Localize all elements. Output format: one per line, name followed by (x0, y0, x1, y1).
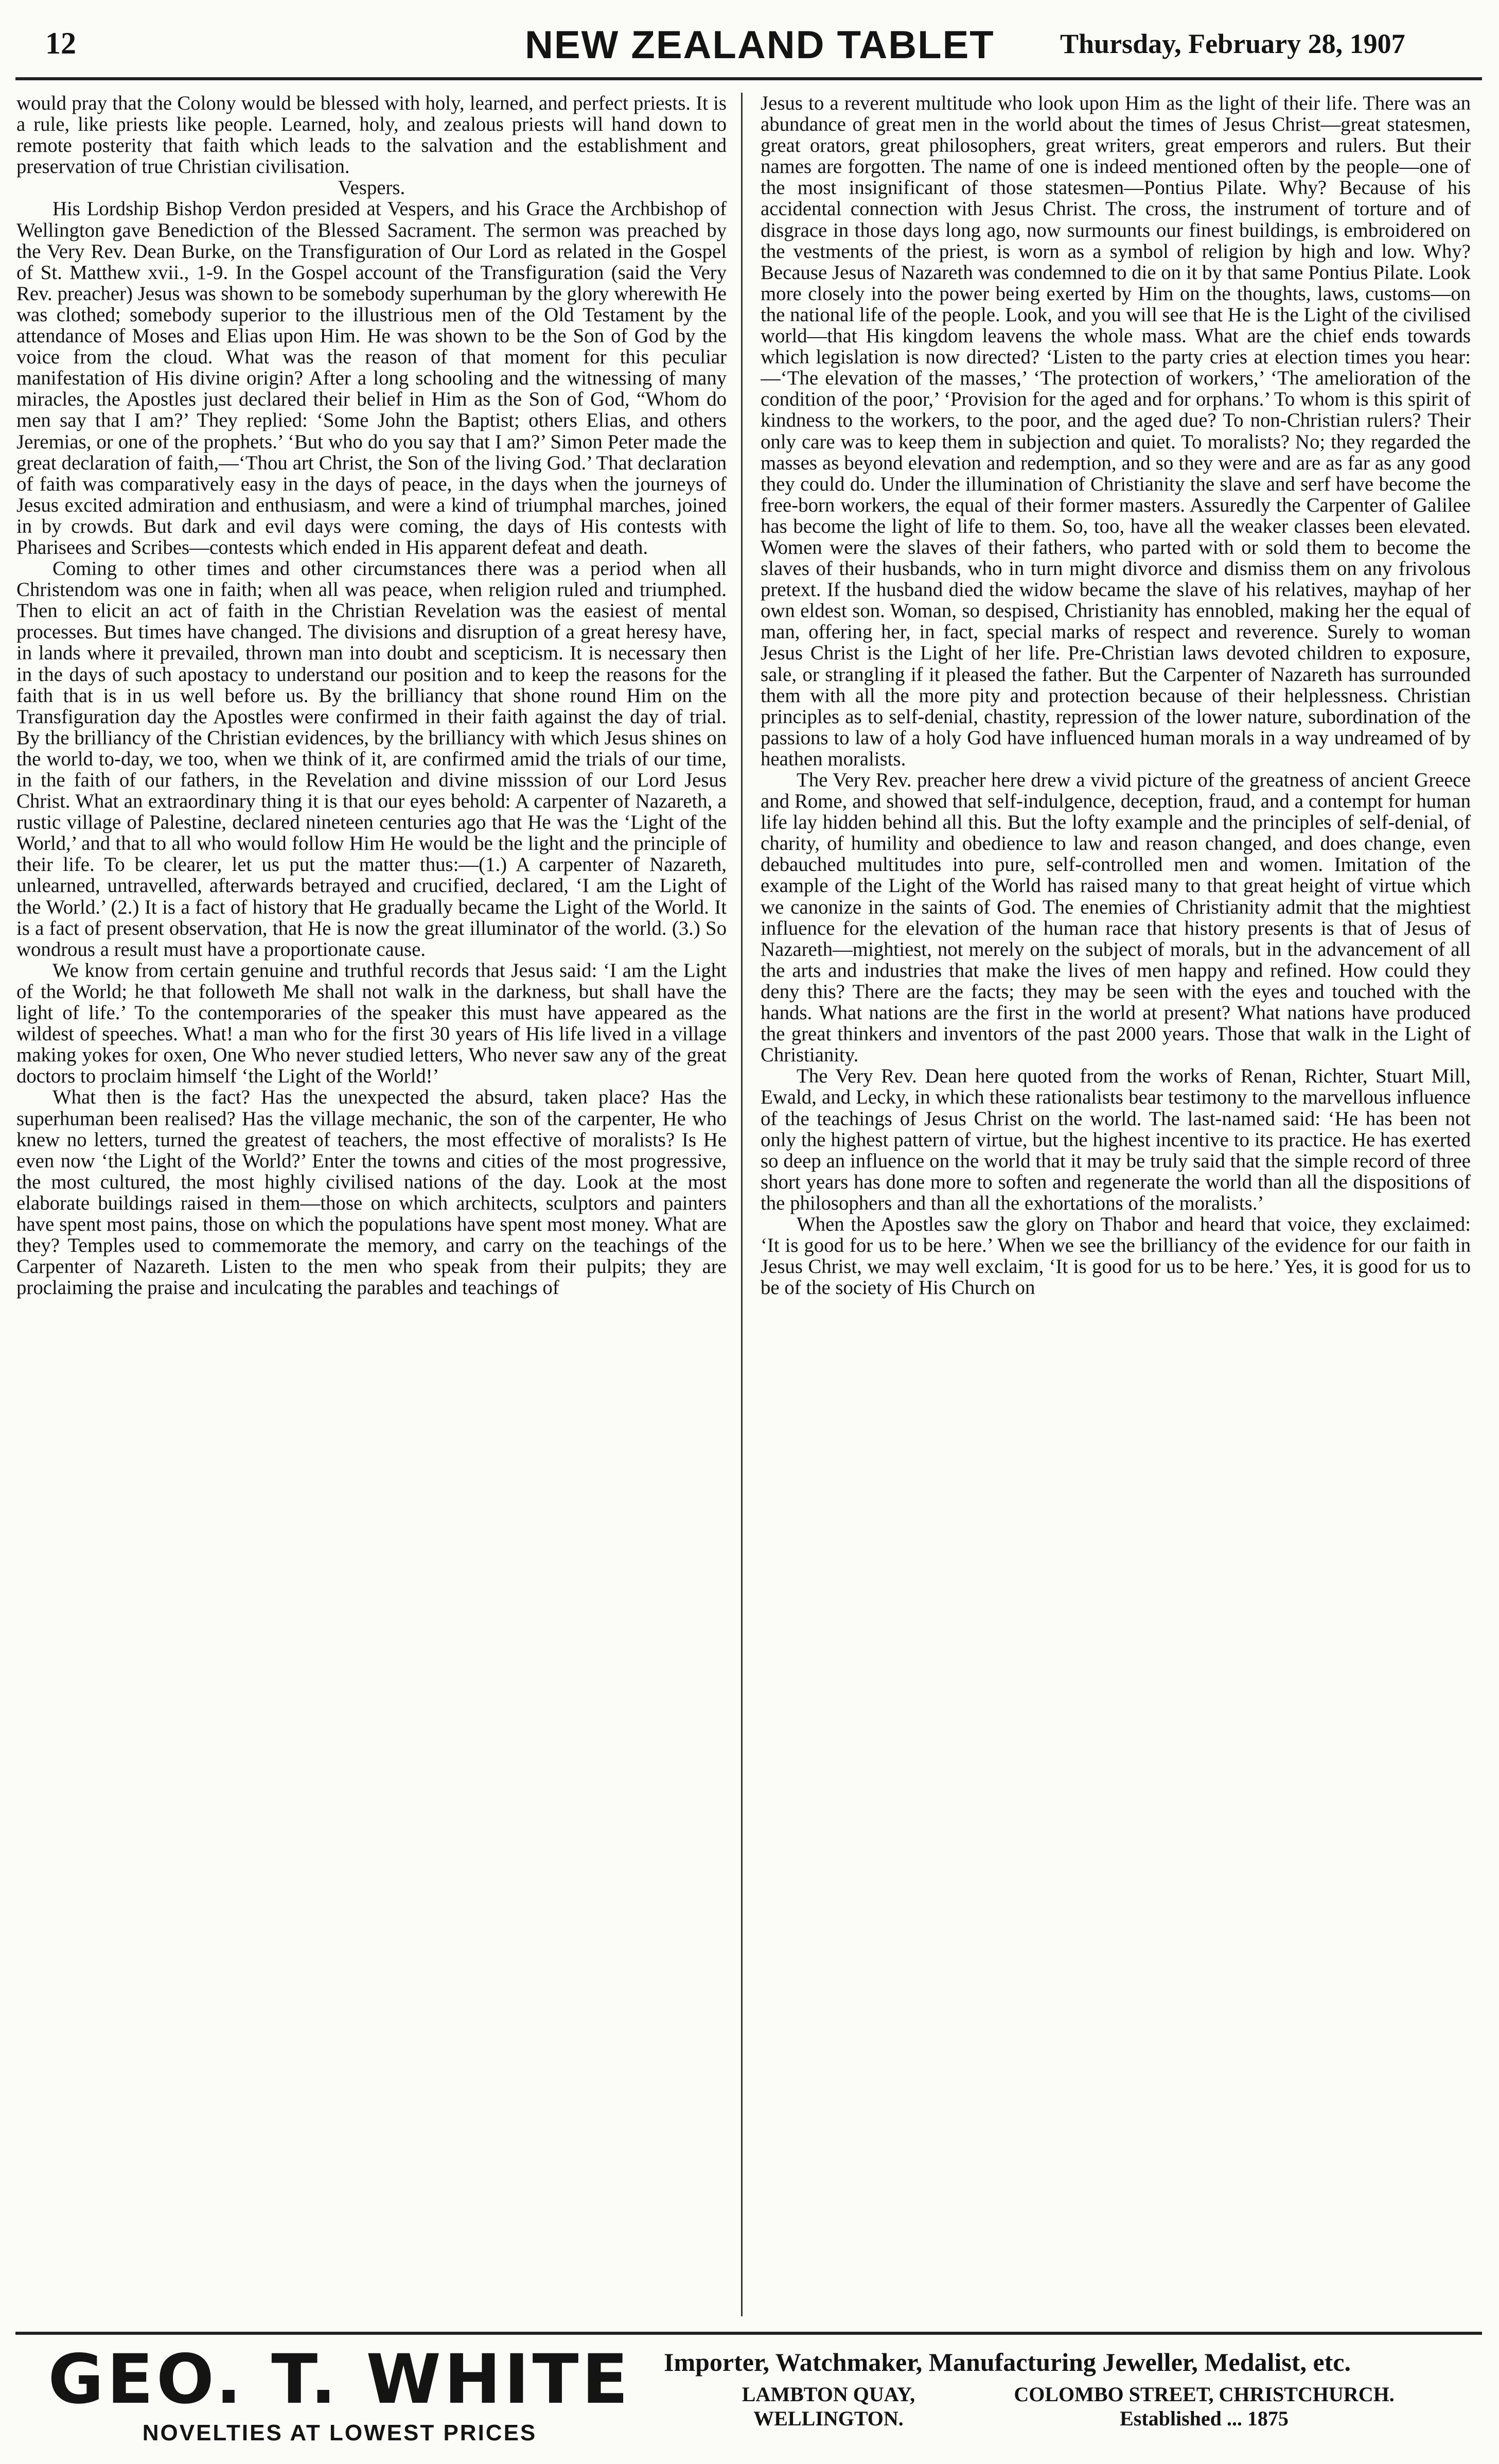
masthead-title: NEW ZEALAND TABLET (525, 23, 995, 67)
right-column (761, 93, 1471, 2316)
column-divider (741, 93, 743, 2316)
article-paragraph: We know from certain genuine and truthful records that Jesus said: ‘I am the Light of the World; he that followeth Me shall not walk in the darkness, but shall have the light of life.’ To the contemporaries of the speaker this must have appeared as the wildest of speeches. What! a man who for the first 30 years of His life lived in a village making yokes for oxen, One Who never studied letters, Who never saw any of the great doctors to proclaim himself ‘the Light of the World!’ (16, 959, 727, 1088)
page-number: 12 (45, 26, 76, 60)
article-paragraph: Coming to other times and other circumstances there was a period when all Christendom was one in faith; when all was peace, when religion ruled and triumphed. Then to elicit an act of faith in the Christian Revelation was the easiest of mental processes. But times have changed. The divisions and disruption of a great heresy have, in lands where it prevailed, thrown man into doubt and scepticism. It is necessary then in the days of such apostacy to understand our position and to keep the reasons for the faith that is in us well before us. By the brilliancy that shone round Him on the Transfiguration day the Apostles were confirmed in their faith against the day of trial. By the brilliancy of the Christian evidences, by the brilliancy with which Jesus shines on the world to-day, we too, when we think of it, are confirmed amid the trials of our time, in the faith of our fathers, in the Revelation and divine misssion of our Lord Jesus Christ. What an extraordinary thing it is that our eyes behold: A carpenter of Nazareth, a rustic village of Palestine, declared nineteen centuries ago that He was the ‘Light of the World,’ and that to all who would follow Him He would be the light and the principle of their life. To be clearer, let us put the matter thus:—(1.) A carpenter of Nazareth, unlearned, untravelled, afterwards betrayed and crucified, declared, ‘I am the Light of the World.’ (2.) It is a fact of history that He gradually became the Light of the World. It is a fact of present observation, that He is now the great illuminator of the world. (3.) So wondrous a result must have a proportionate cause. (16, 557, 727, 960)
article-paragraph: The Very Rev. Dean here quoted from the works of Renan, Richter, Stuart Mill, Ewald, and Lecky, in which these rationalists bear testimony to the marvellous influence of the teachings of Jesus Christ on the world. The last-named said: ‘He has been not only the highest pattern of virtue, but the highest incentive to its practice. He has exerted so deep an influence on the world that it may be truly said that the simple record of three short years has done more to soften and regenerate the world than all the dispositions of the philosophers and than all the exhortations of the moralists.’ (761, 1065, 1471, 1214)
left-column (16, 93, 727, 2316)
page-header (0, 0, 1499, 67)
section-heading: Vespers. (338, 177, 405, 199)
advert-address-christchurch (973, 2382, 1436, 2431)
advert-address-christchurch-street: COLOMBO STREET, CHRISTCHURCH. (1014, 2383, 1395, 2406)
article-paragraph: Jesus to a reverent multitude who look upon Him as the light of their life. There was an abundance of great men in the world about the times of Jesus Christ—great statesmen, great orators, great philosophers, great writers, great emperors and rulers. But their names are forgotten. The name of one is indeed mentioned often by the people—one of the most insignificant of those statesmen—Pontius Pilate. Why? Because of his accidental connection with Jesus Christ. The cross, the instrument of torture and of disgrace in those days long ago, now surmounts our finest buildings, is embroidered on the vestments of the priest, is worn as a symbol of religion by high and low. Why? Because Jesus of Nazareth was condemned to die on it by that same Pontius Pilate. Look more closely into the power being exerted by Him on the thoughts, laws, customs—on the national life of the people. Look, and you will see that He is the Light of the civilised world—that His kingdom leavens the whole mass. What are the chief ends towards which legislation is now directed? ‘Listen to the party cries at election times you hear:—‘The elevation of the masses,’ ‘The protection of workers,’ ‘The amelioration of the condition of the poor,’ ‘Provision for the aged and for orphans.’ To whom is this spirit of kindness to the workers, to the poor, and the aged due? To non-Christian rulers? Their only care was to keep them in subjection and quiet. To moralists? No; they regarded the masses as beyond elevation and redemption, and so they were and are as far as any good they could do. Under the illumination of Christianity the slave and serf have become the free-born workers, the equal of their former masters. Assuredly the Carpenter of Galilee has become the light of life to them. So, too, have all the weaker classes been elevated. Women were the slaves of their fathers, who parted with or sold them to become the slaves of their husbands, who in turn might divorce and dismiss them on any frivolous pretext. If the husband died the widow became the slave of his relatives, mayhap of her own eldest son. Woman, so despised, Christianity has ennobled, making her the equal of man, offering her, in fact, special marks of respect and reverence. Surely to woman Jesus Christ is the Light of her life. Pre-Christian laws devoted children to exposure, sale, or strangling if it pleased the father. But the Carpenter of Nazareth has surrounded them with all the more pity and protection because of their helplessness. Christian principles as to self-denial, chastity, repression of the lower nature, subordination of the passions to law of a holy God have influenced human morals in a way undreamed of by heathen moralists. (761, 93, 1471, 770)
advert-name: GEO. T. WHITE (48, 2340, 631, 2419)
article-paragraph: When the Apostles saw the glory on Thabor and heard that voice, they exclaimed: ‘It is good for us to be here.’ When we see the brilliancy of the evidence for our faith in Jesus Christ, we may well exclaim, ‘It is good for us to be here.’ Yes, it is good for us to be of the society of His Church on (761, 1213, 1471, 1299)
advert-brand (31, 2341, 648, 2454)
header-rule (15, 77, 1482, 80)
article-paragraph: What then is the fact? Has the unexpected the absurd, taken place? Has the superhuman been realised? Has the village mechanic, the son of the carpenter, He who knew no letters, turned the greatest of teachers, the most effective of moralists? Is He even now ‘the Light of the World?’ Enter the towns and cities of the most progressive, the most cultured, the most highly civilised nations of the day. Look at the most elaborate buildings raised in them—those on which architects, sculptors and painters have spent most pains, those on which the populations have spent most money. What are they? Temples used to commemorate the memory, and carry on the teachings of the Carpenter of Nazareth. Listen to the men who speak from their pulpits; they are proclaiming the praise and inculcating the parables and teachings of (16, 1086, 727, 1299)
article-paragraph: His Lordship Bishop Verdon presided at Vespers, and his Grace the Archbishop of Wellington gave Benediction of the Blessed Sacrament. The sermon was preached by the Very Rev. Dean Burke, on the Transfiguration of Our Lord as related in the Gospel of St. Matthew xvii., 1-9. In the Gospel account of the Transfiguration (said the Very Rev. preacher) Jesus was shown to be somebody superhuman by the glory wherewith He was clothed; somebody superior to the illustrious men of the Old Testament by the attendance of Moses and Elias upon Him. He was shown to be the Son of God by the voice from the cloud. What was the reason of that moment for this peculiar manifestation of His divine origin? After a long schooling and the witnessing of many miracles, the Apostles just declared their belief in Him as the Son of God, “Whom do men say that I am?’ They replied: ‘Some John the Baptist; others Elias, and others Jeremias, or one of the prophets.’ ‘But who do you say that I am?’ Simon Peter made the great declaration of faith,—‘Thou art Christ, the Son of the living God.’ That declaration of faith was comparatively easy in the days of peace, in the days when the journeys of Jesus excited admiration and enthusiasm, and were a kind of triumphal marches, joined in by crowds. But dark and evil days were coming, the days of His contests with Pharisees and Scribes—contests which ended in His apparent defeat and death. (16, 198, 727, 558)
article-paragraph: The Very Rev. preacher here drew a vivid picture of the greatness of ancient Greece and Rome, and showed that self-indulgence, deception, fraud, and a contempt for human life lay hidden behind all this. But the lofty example and the principles of self-denial, of charity, of humility and obedience to law and reason changed, and does change, even debauched multitudes into pure, self-controlled men and women. Imitation of the example of the Light of the World has raised many to that great height of virtue which we canonize in the saints of God. The enemies of Christianity admit that the mightiest influence for the elevation of the human race that history presents is that of Jesus of Nazareth—mightiest, not merely on the subject of morals, but in the advancement of all the arts and industries that make the lives of men happy and refined. How could they deny this? There are the facts; they may be seen with the eyes and touched with the hands. What nations are the first in the world at present? What nations have produced the great thinkers and inventors of the past 2000 years. Those that walk in the Light of Christianity. (761, 769, 1471, 1067)
advert-address-wellington (664, 2382, 973, 2431)
advert-address-wellington-street: LAMBTON QUAY, (742, 2383, 915, 2406)
advert-trade: Importer, Watchmaker, Manufacturing Jeweller, Medalist, etc. (664, 2348, 1351, 2376)
advert-address-wellington-city: WELLINGTON. (753, 2407, 904, 2430)
advert-details (664, 2347, 1477, 2455)
footer-rule (15, 2332, 1482, 2335)
article-paragraph: would pray that the Colony would be blessed with holy, learned, and perfect priests. It is a rule, like priests like people. Learned, holy, and zealous priests will hand down to remote posterity that faith which leads to the salvation and the establishment and preservation of true Christian civilisation. (16, 93, 727, 178)
advert-established: Established ... 1875 (1120, 2407, 1289, 2430)
advert-tagline: NOVELTIES AT LOWEST PRICES (142, 2420, 537, 2445)
issue-date: Thursday, February 28, 1907 (1060, 28, 1405, 59)
